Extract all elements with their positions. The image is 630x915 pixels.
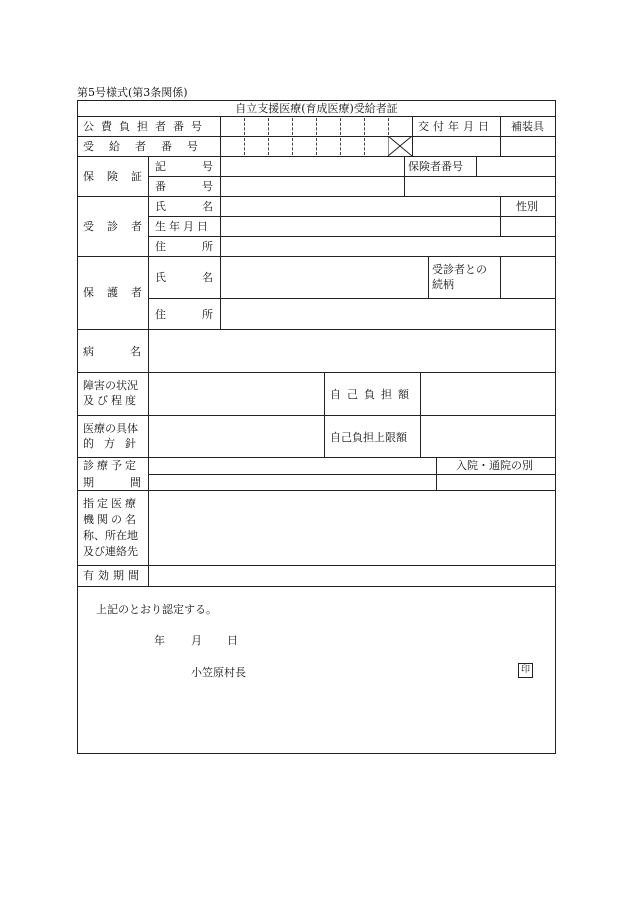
payer-number-label: 公費負担者番号	[83, 120, 209, 133]
rule	[500, 116, 501, 156]
rule	[148, 176, 556, 177]
rule	[148, 329, 149, 586]
rule	[428, 256, 429, 298]
equipment-label: 補装具	[511, 120, 544, 133]
rule	[77, 586, 556, 587]
rule	[500, 196, 501, 236]
institution-label-line4: 及び連絡先	[83, 545, 138, 558]
form-label: 第5号様式(第3条関係)	[77, 86, 188, 99]
guardian-name-label: 氏名	[155, 271, 249, 284]
treatment-label-line2: 的方針	[83, 437, 146, 450]
date-day: 日	[227, 634, 238, 647]
institution-label-line3: 称、所在地	[83, 529, 138, 542]
rule	[500, 256, 501, 298]
recipient-number-label: 受給者番号	[83, 140, 213, 153]
disability-label-line1: 障害の状況	[83, 379, 138, 392]
institution-label-line1: 指定医療	[83, 497, 139, 510]
seal-icon: 印	[518, 663, 533, 678]
self-pay-label: 自己負担額	[330, 388, 415, 401]
number-label: 番号	[155, 180, 249, 193]
institution-label-line2: 機関の名	[83, 513, 139, 526]
digit-separator	[364, 118, 365, 135]
digit-separator	[244, 118, 245, 135]
validity-label: 有効期間	[83, 569, 143, 582]
date-month: 月	[191, 634, 202, 647]
certification-statement: 上記のとおり認定する。	[96, 603, 217, 616]
relation-label-line1: 受診者との	[432, 263, 487, 276]
digit-separator	[292, 138, 293, 155]
rule	[324, 372, 325, 457]
rule	[404, 156, 405, 196]
digit-separator	[244, 138, 245, 155]
rule	[148, 474, 556, 475]
relation-label-line2: 続柄	[432, 278, 454, 291]
digit-separator	[268, 138, 269, 155]
digit-separator	[340, 138, 341, 155]
rule	[77, 116, 556, 117]
gender-label: 性別	[516, 200, 538, 213]
digit-separator	[388, 118, 389, 135]
schedule-label-line1: 診療予定	[83, 459, 139, 472]
digit-separator	[292, 118, 293, 135]
rule	[148, 298, 556, 299]
digit-separator	[340, 118, 341, 135]
date-year: 年	[154, 634, 165, 647]
insurer-number-label: 保険者番号	[408, 160, 463, 173]
rule	[436, 457, 437, 490]
guardian-label: 保護者	[83, 286, 155, 299]
crossed-cell-icon	[388, 136, 412, 156]
treatment-label-line1: 医療の具体	[83, 422, 138, 435]
digit-separator	[316, 138, 317, 155]
rule	[476, 156, 477, 176]
disability-label-line2: 及び程度	[83, 394, 139, 407]
digit-separator	[364, 138, 365, 155]
patient-label: 受診者	[83, 220, 155, 233]
digit-separator	[316, 118, 317, 135]
issuer-name: 小笠原村長	[191, 666, 246, 679]
rule	[77, 136, 556, 137]
guardian-address-label: 住所	[155, 308, 249, 321]
patient-name-label: 氏名	[155, 200, 249, 213]
rule	[220, 116, 221, 156]
certificate-title: 自立支援医療(育成医療)受給者証	[235, 102, 398, 115]
issue-date-label: 交付年月日	[418, 120, 493, 133]
disease-label: 病名	[83, 345, 177, 358]
digit-separator	[268, 118, 269, 135]
inpatient-outpatient-label: 入院・通院の別	[456, 459, 533, 472]
birth-date-label: 生年月日	[155, 220, 211, 233]
self-pay-limit-label: 自己負担上限額	[330, 431, 407, 444]
insurance-card-label: 保険証	[83, 170, 155, 183]
rule	[148, 216, 556, 217]
schedule-label-line2: 期間	[83, 476, 177, 489]
patient-address-label: 住所	[155, 240, 249, 253]
rule	[148, 236, 556, 237]
rule	[420, 372, 421, 457]
rule	[412, 116, 413, 156]
symbol-label: 記号	[155, 160, 249, 173]
